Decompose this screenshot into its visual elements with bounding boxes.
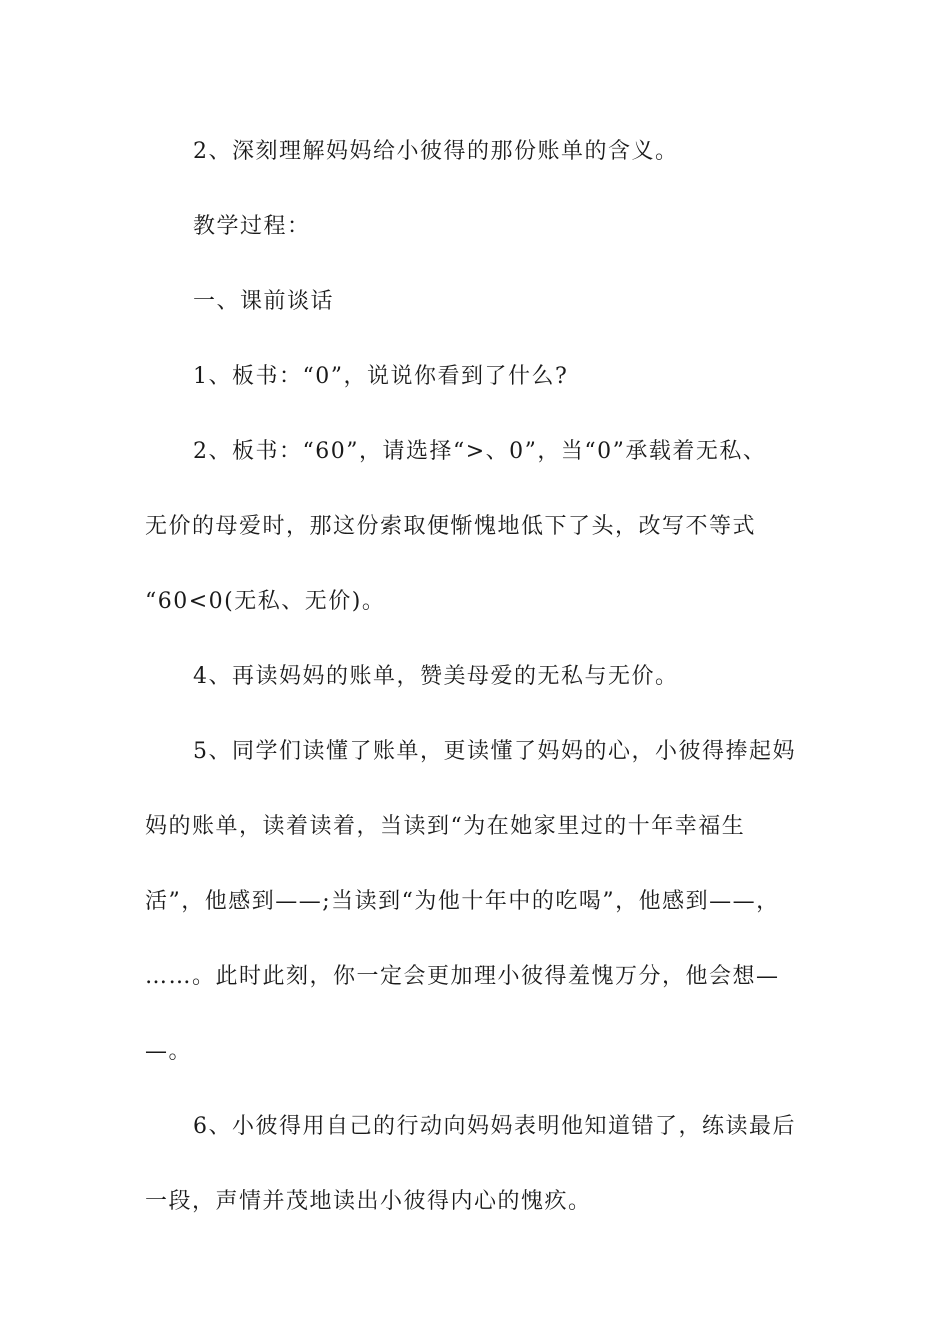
paragraph-step-2-line-1: 2、板书：“60”，请选择“>、0”，当“0”承载着无私、: [193, 439, 767, 464]
paragraph-step-6-line-1: 6、小彼得用自己的行动向妈妈表明他知道错了，练读最后: [193, 1114, 796, 1139]
heading-teaching-process: 教学过程：: [193, 214, 311, 239]
heading-section-1: 一、课前谈话: [193, 289, 335, 314]
paragraph-step-5-line-1: 5、同学们读懂了账单，更读懂了妈妈的心，小彼得捧起妈: [193, 739, 796, 764]
paragraph-step-1: 1、板书：“0”，说说你看到了什么?: [193, 364, 569, 389]
paragraph-step-5-line-5: —。: [145, 1039, 193, 1064]
paragraph-step-2-line-2: 无价的母爱时，那这份索取便惭愧地低下了头，改写不等式: [145, 514, 757, 539]
paragraph-step-5-line-3: 活”，他感到——;当读到“为他十年中的吃喝”，他感到——，: [145, 889, 780, 914]
paragraph-objective-2: 2、深刻理解妈妈给小彼得的那份账单的含义。: [193, 139, 679, 164]
paragraph-step-5-line-4: ……。此时此刻，你一定会更加理小彼得羞愧万分，他会想—: [145, 964, 780, 989]
paragraph-step-2-line-3: “60<0(无私、无价)。: [145, 589, 386, 614]
paragraph-step-5-line-2: 妈的账单，读着读着，当读到“为在她家里过的十年幸福生: [145, 814, 746, 839]
paragraph-step-4: 4、再读妈妈的账单，赞美母爱的无私与无价。: [193, 664, 679, 689]
paragraph-step-6-line-2: 一段，声情并茂地读出小彼得内心的愧疚。: [145, 1189, 592, 1214]
